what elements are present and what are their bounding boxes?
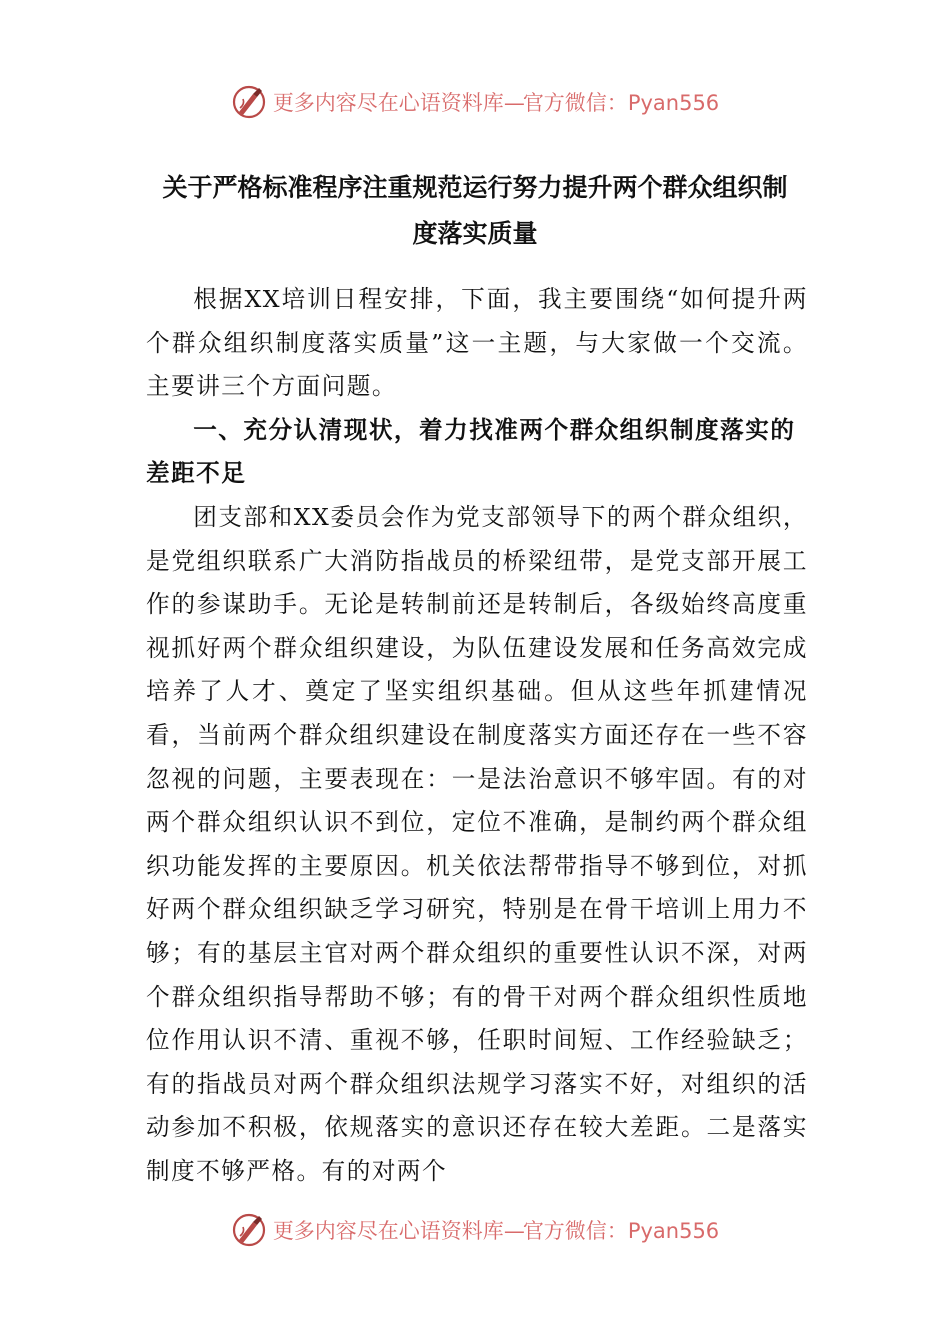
pen-logo-icon: [231, 1212, 267, 1248]
footer-banner: [0, 1208, 950, 1252]
banner-wechat-account: Pyan556: [627, 1219, 720, 1243]
banner-wechat-label: 官方微信：: [522, 1219, 628, 1243]
banner-wechat-label: 官方微信：: [522, 91, 628, 115]
banner-dash: —: [503, 1219, 523, 1243]
banner-dash: —: [503, 91, 523, 115]
section-1-heading: 一、充分认清现状，着力找准两个群众组织制度落实的差距不足: [146, 415, 796, 488]
document-body: [146, 278, 808, 1193]
title-line-2: 度落实质量: [412, 219, 538, 248]
banner-site-text: 更多内容尽在心语资料库: [272, 91, 504, 115]
intro-paragraph: 根据XX培训日程安排，下面，我主要围绕“如何提升两个群众组织制度落实质量”这一主题，与大家做一个交流。主要讲三个方面问题。: [146, 285, 808, 401]
document-title: [100, 165, 850, 257]
banner-wechat-account: Pyan556: [627, 91, 720, 115]
pen-logo-icon: [231, 84, 267, 120]
banner-site-text: 更多内容尽在心语资料库: [272, 1219, 504, 1243]
header-banner: [0, 80, 950, 124]
title-line-1: 关于严格标准程序注重规范运行努力提升两个群众组织制: [162, 173, 788, 202]
section-1-paragraph: 团支部和XX委员会作为党支部领导下的两个群众组织，是党组织联系广大消防指战员的桥梁纽带，是党支部开展工作的参谋助手。无论是转制前还是转制后，各级始终高度重视抓好两个群众组织建设，为队伍建设发展和任务高效完成培养了人才、奠定了坚实组织基础。但从这些年抓建情况看，当前两个群众组织建设在制度落实方面还存在一些不容忽视的问题，主要表现在：一是法治意识不够牢固。有的对两个群众组织认识不到位，定位不准确，是制约两个群众组织功能发挥的主要原因。机关依法帮带指导不够到位，对抓好两个群众组织缺乏学习研究，特别是在骨干培训上用力不够；有的基层主官对两个群众组织的重要性认识不深，对两个群众组织指导帮助不够；有的骨干对两个群众组织性质地位作用认识不清、重视不够，任职时间短、工作经验缺乏；有的指战员对两个群众组织法规学习落实不好，对组织的活动参加不积极，依规落实的意识还存在较大差距。二是落实制度不够严格。有的对两个: [146, 502, 808, 1185]
